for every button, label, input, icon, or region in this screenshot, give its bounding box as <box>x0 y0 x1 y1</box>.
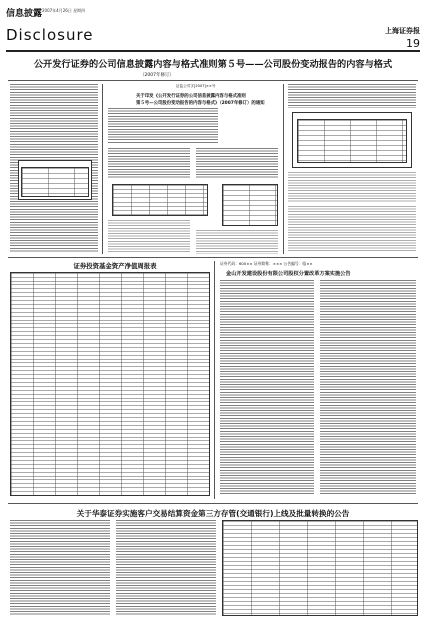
bottom-text-column <box>10 520 110 616</box>
page-number: 19 <box>406 37 420 50</box>
article-text-column <box>108 220 190 252</box>
column-rule <box>102 84 103 254</box>
issue-date: 2007年4月26日 星期四 <box>42 8 86 13</box>
form-grid <box>21 167 89 197</box>
page-header <box>6 4 420 52</box>
announcement-code-line: 证券代码：600×× 证券简称：××× 公告编号：临×× <box>220 261 313 266</box>
fund-table-title: 证券投资基金资产净值周报表 <box>73 262 157 270</box>
article-text-column <box>108 148 190 178</box>
form-table <box>292 112 412 168</box>
form-grid <box>297 119 407 163</box>
page-title: Disclosure <box>6 26 94 44</box>
data-table <box>222 184 278 226</box>
article-text-column <box>288 84 416 108</box>
announcement-text-column <box>320 280 416 496</box>
data-table <box>112 184 208 216</box>
doc-number: 证监公司字[2007]××号 <box>176 84 216 88</box>
fund-nav-table <box>10 272 210 496</box>
divider <box>8 503 418 504</box>
divider <box>8 80 418 81</box>
divider <box>8 257 418 258</box>
main-headline: 公开发行证券的公司信息披露内容与格式准则第５号——公司股份变动报告的内容与格式 <box>33 59 393 70</box>
announcement-text-column <box>220 280 314 496</box>
bottom-headline: 关于华泰证券实施客户交易结算资金第三方存管(交通银行)上线及批量转换的公告 <box>76 509 350 518</box>
article-text-column <box>196 230 278 254</box>
branch-list-table <box>222 520 418 616</box>
article-text-column <box>196 148 278 178</box>
column-rule <box>214 261 215 499</box>
notice-title-line2: 第５号—公司股份变动报告的内容与格式》（2007年修订）的通知 <box>136 101 265 106</box>
column-rule <box>283 84 284 254</box>
main-subhead: （2007年修订） <box>140 73 174 78</box>
article-text-column <box>288 172 416 202</box>
form-table <box>18 160 92 200</box>
newspaper-brand: 上海证券报 <box>385 26 420 35</box>
notice-title-line1: 关于印发《公开发行证券的公司信息披露内容与格式准则 <box>136 94 246 99</box>
bottom-text-column <box>116 520 216 616</box>
article-text-column <box>288 206 416 252</box>
announcement-title: 金山开发建设股份有限公司股权分置改革方案实施公告 <box>226 271 351 277</box>
section-name: 信息披露 <box>6 9 43 19</box>
notice-text <box>108 108 218 144</box>
